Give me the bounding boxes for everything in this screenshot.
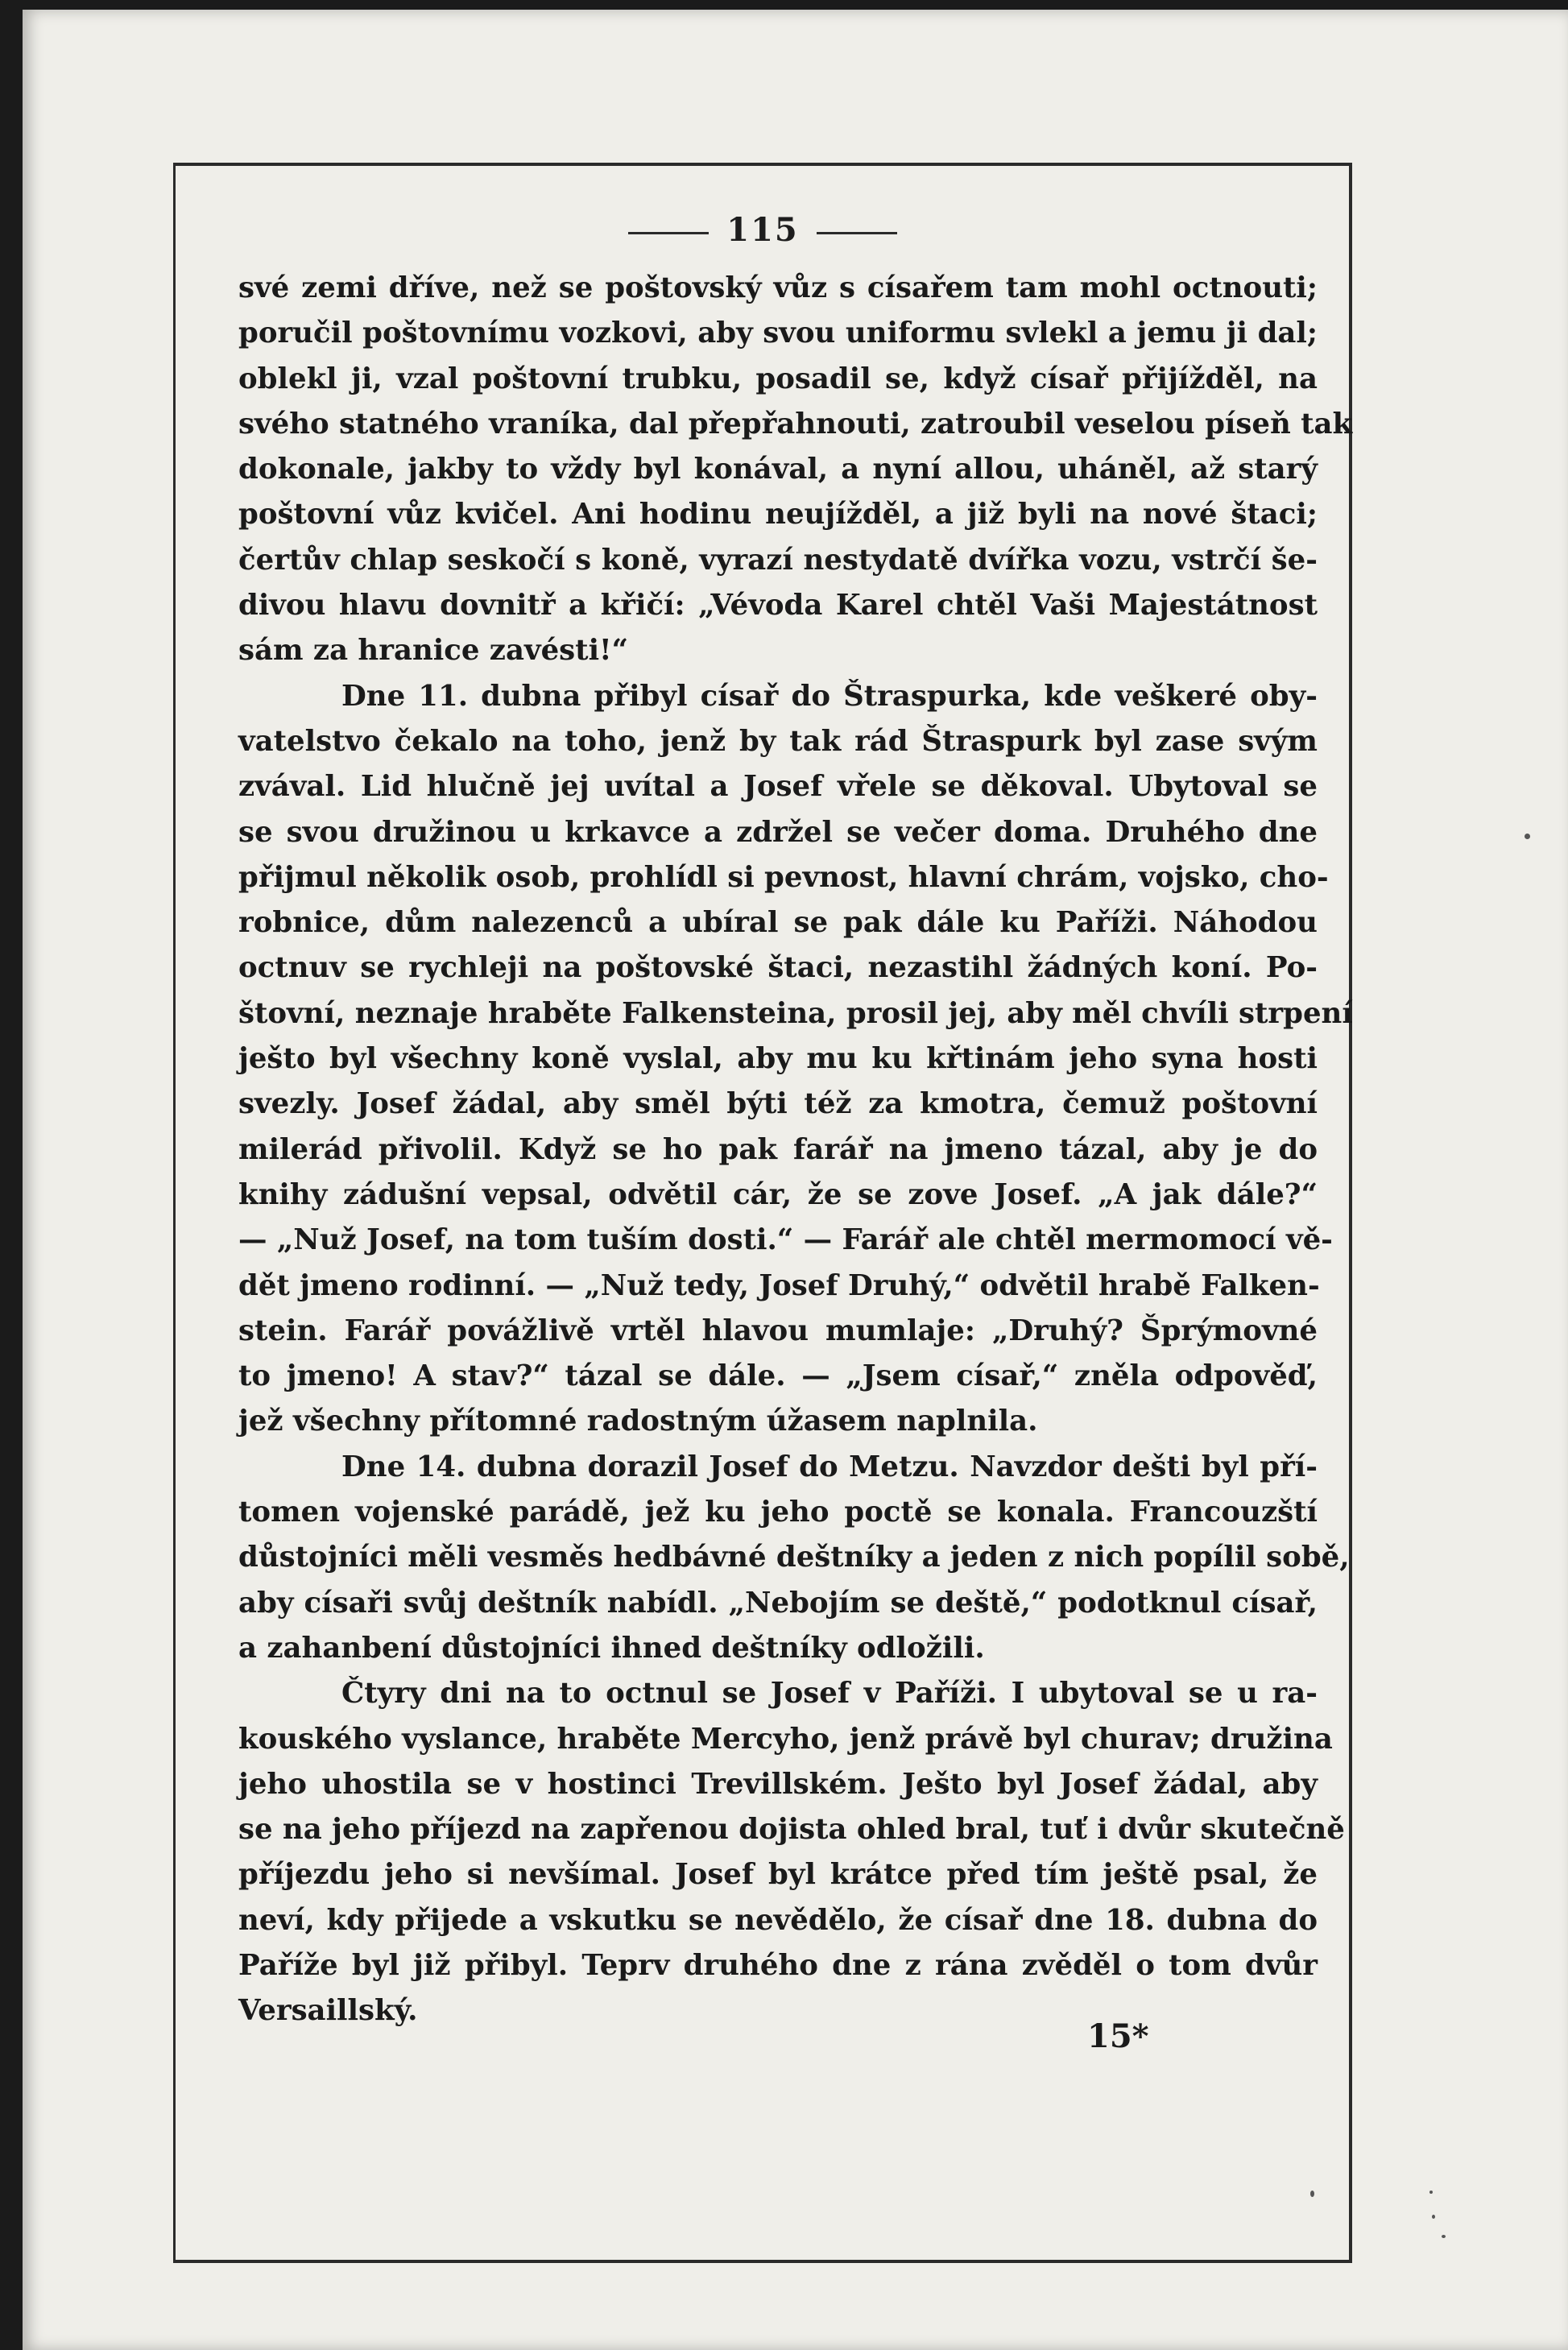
text-line: kouského vyslance, hraběte Mercyho, jenž právě byl churav; družina [238, 1722, 1333, 1756]
signature-mark: 15* [1087, 2017, 1149, 2055]
paper-speck [1432, 2215, 1435, 2219]
text-line: Dne 14. dubna dorazil Josef do Metzu. Navzdor dešti byl pří- [341, 1450, 1318, 1483]
paper-speck [1525, 834, 1530, 839]
text-line: jež všechny přítomné radostným úžasem naplnila. [238, 1405, 1038, 1438]
text-line: oblekl ji, vzal poštovní trubku, posadil se, když císař přijížděl, na [238, 362, 1318, 395]
text-line: aby císaři svůj deštník nabídl. „Nebojím se deště,“ podotknul císař, [238, 1586, 1318, 1620]
text-line: knihy zádušní vepsal, odvětil cár, že se zove Josef. „A jak dále?“ [238, 1177, 1318, 1211]
text-line: — „Nuž Josef, na tom tuším dosti.“ — Farář ale chtěl mermomocí vě- [238, 1223, 1333, 1257]
text-line: svezly. Josef žádal, aby směl býti též za kmotra, čemuž poštovní [238, 1087, 1318, 1121]
text-line: poštovní vůz kvičel. Ani hodinu neujížděl, a již byli na nové štaci; [238, 498, 1318, 532]
text-line: stein. Farář povážlivě vrtěl hlavou mumlaje: „Druhý? Šprýmovné [238, 1314, 1318, 1347]
text-line: Dne 11. dubna přibyl císař do Štraspurka, kde veškeré oby- [341, 679, 1318, 713]
text-line: Versaillský. [238, 1994, 418, 2028]
page-number: 115 [726, 211, 799, 249]
text-line: milerád přivolil. Když se ho pak farář na jmeno tázal, aby je do [238, 1132, 1318, 1166]
text-line: se na jeho příjezd na zapřenou dojista ohled bral, tuť i dvůr skutečně [238, 1813, 1345, 1847]
text-line: dokonale, jakby to vždy byl konával, a nyní allou, uháněl, až starý [238, 453, 1318, 486]
text-line: to jmeno! A stav?“ tázal se dále. — „Jsem císař,“ zněla odpověď, [238, 1359, 1318, 1393]
text-line: octnuv se rychleji na poštovské štaci, nezastihl žádných koní. Po- [238, 951, 1318, 985]
paper-speck [1310, 2191, 1314, 2197]
text-line: robnice, dům nalezenců a ubíral se pak dále ku Paříži. Náhodou [238, 906, 1318, 940]
text-line: dět jmeno rodinní. — „Nuž tedy, Josef Druhý,“ odvětil hrabě Falken- [238, 1268, 1320, 1302]
text-line: své zemi dříve, než se poštovský vůz s císařem tam mohl octnouti; [238, 271, 1318, 304]
text-line: Paříže byl již přibyl. Teprv druhého dne z rána zvěděl o tom dvůr [238, 1948, 1318, 1982]
text-line: jeho uhostila se v hostinci Trevillském. Ješto byl Josef žádal, aby [238, 1767, 1318, 1801]
text-line: neví, kdy přijede a vskutku se nevědělo, že císař dne 18. dubna do [238, 1903, 1318, 1937]
text-line: se svou družinou u krkavce a zdržel se večer doma. Druhého dne [238, 815, 1318, 849]
text-line: důstojníci měli vesměs hedbávné deštníky a jeden z nich popílil sobě, [238, 1541, 1350, 1574]
text-line: divou hlavu dovnitř a křičí: „Vévoda Karel chtěl Vaši Majestátnost [238, 589, 1318, 623]
text-line: sám za hranice zavésti!“ [238, 634, 629, 668]
text-line: ješto byl všechny koně vyslal, aby mu ku křtinám jeho syna hosti [238, 1042, 1318, 1076]
header-rule-right [817, 232, 897, 234]
text-line: vatelstvo čekalo na toho, jenž by tak rád Štraspurk byl zase svým [238, 724, 1318, 758]
page-header [187, 211, 1338, 249]
text-line: zvával. Lid hlučně jej uvítal a Josef vřele se děkoval. Ubytoval se [238, 770, 1318, 804]
paper-speck [1442, 2235, 1446, 2238]
paper-speck [1429, 2191, 1433, 2194]
text-line: tomen vojenské parádě, jež ku jeho poctě se konala. Francouzští [238, 1496, 1318, 1529]
text-line: přijmul několik osob, prohlídl si pevnost, hlavní chrám, vojsko, cho- [238, 860, 1329, 894]
text-line: Čtyry dni na to octnul se Josef v Paříži. I ubytoval se u ra- [341, 1677, 1318, 1711]
text-line: a zahanbení důstojníci ihned deštníky odložili. [238, 1631, 985, 1665]
header-rule-left [628, 232, 709, 234]
body-text [238, 266, 1353, 2034]
text-line: příjezdu jeho si nevšímal. Josef byl krátce před tím ještě psal, že [238, 1858, 1318, 1892]
text-line: poručil poštovnímu vozkovi, aby svou uniformu svlekl a jemu ji dal; [238, 317, 1318, 350]
text-line: štovní, neznaje hraběte Falkensteina, prosil jej, aby měl chvíli strpení [238, 996, 1353, 1030]
text-line: svého statného vraníka, dal přepřahnouti, zatroubil veselou píseň tak [238, 407, 1353, 441]
text-line: čertův chlap seskočí s koně, vyrazí nestydatě dvířka vozu, vstrčí še- [238, 543, 1318, 577]
